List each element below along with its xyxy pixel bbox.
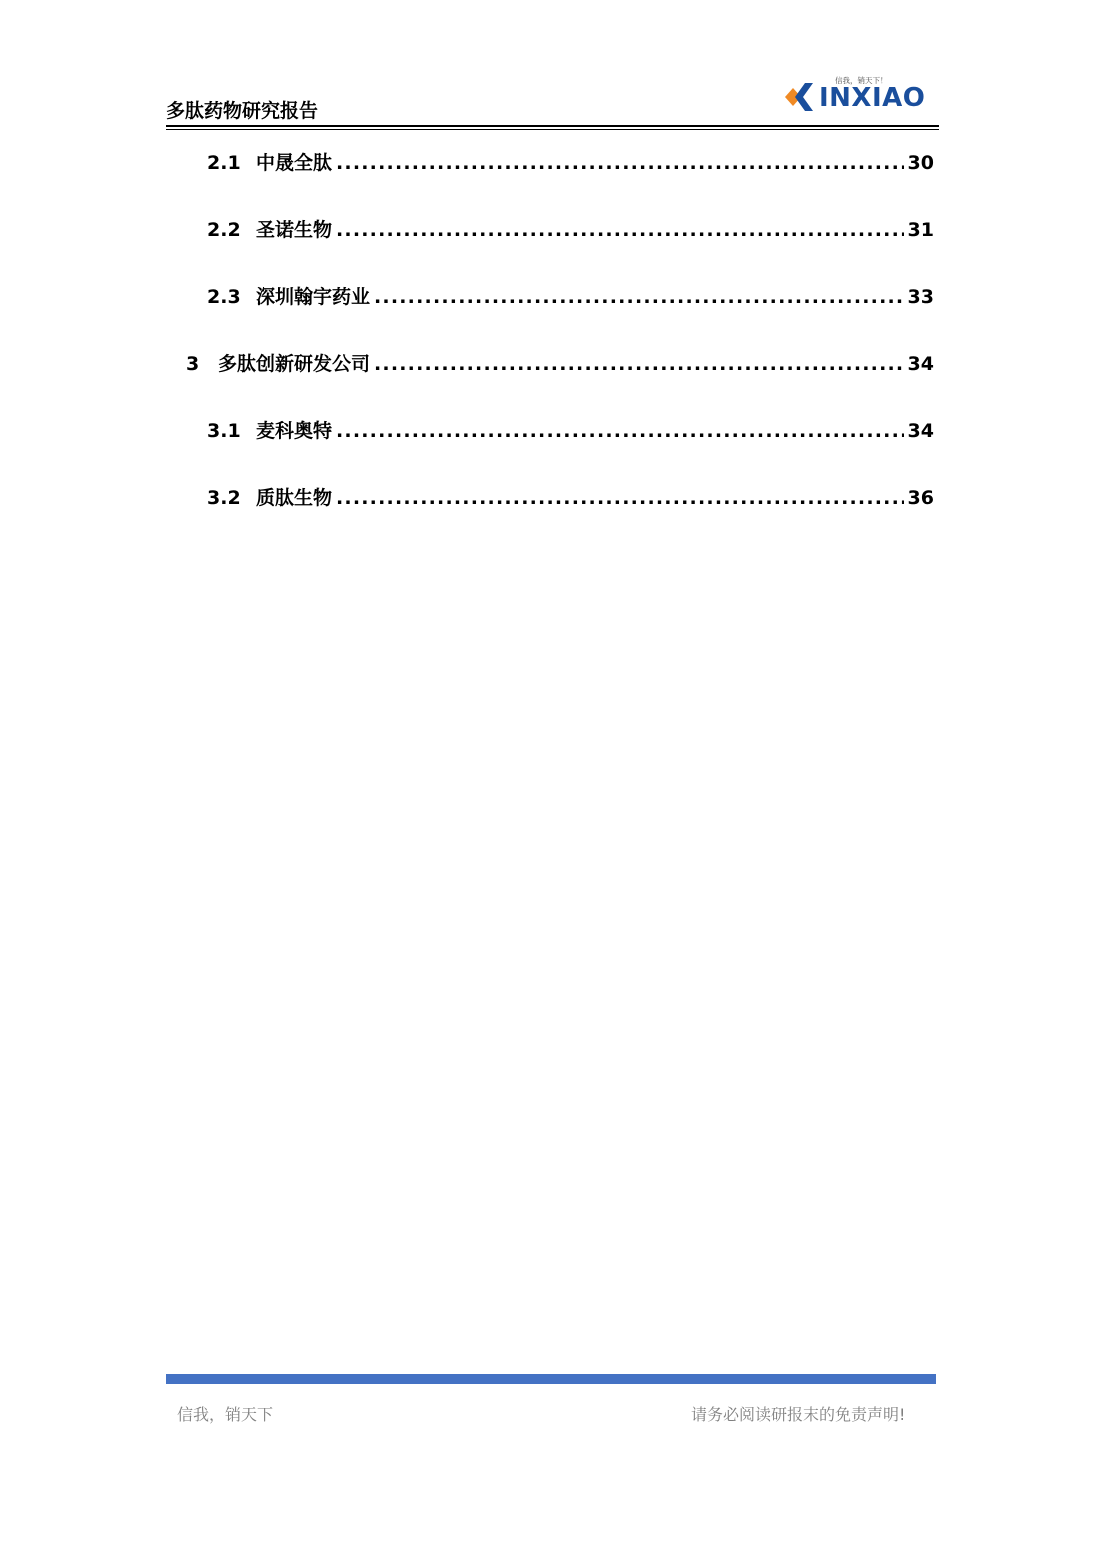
toc-dot-leader (336, 484, 904, 512)
toc-entry-page: 36 (907, 487, 934, 509)
header-rule (166, 125, 939, 127)
toc-entry-number: 2.2 (207, 219, 241, 241)
toc-entry-page: 34 (907, 420, 934, 442)
toc-entry-title: 圣诺生物 (256, 219, 333, 241)
toc-entry-title: 多肽创新研发公司 (218, 353, 371, 375)
toc-entry-title: 中晟全肽 (256, 152, 333, 174)
footer-slogan: 信我，销天下 (177, 1405, 274, 1424)
toc-entry[interactable] (207, 417, 934, 445)
toc-entry-page: 34 (907, 353, 934, 375)
toc-dot-leader (374, 350, 904, 378)
toc-dot-leader (374, 283, 904, 311)
toc-entry-number: 2.1 (207, 152, 241, 174)
logo-tagline: 信我，销天下！ (835, 76, 888, 85)
toc-entry[interactable] (186, 350, 934, 378)
toc-entry-page: 33 (907, 286, 934, 308)
toc-entry[interactable] (207, 216, 934, 244)
footer-disclaimer: 请务必阅读研报末的免责声明! (691, 1405, 906, 1424)
toc-entry-title: 深圳翰宇药业 (256, 286, 371, 308)
company-logo (783, 76, 933, 116)
toc-dot-leader (336, 417, 904, 445)
toc-entry[interactable] (207, 283, 934, 311)
header-rule-thin (166, 129, 939, 130)
toc-entry[interactable] (207, 484, 934, 512)
logo-wordmark: INXIAO (819, 83, 926, 113)
toc-entry-number: 3.2 (207, 487, 241, 509)
toc-entry-title: 质肽生物 (256, 487, 333, 509)
toc-dot-leader (336, 216, 904, 244)
toc-dot-leader (336, 149, 904, 177)
toc-entry-page: 31 (907, 219, 934, 241)
toc-entry-number: 3 (186, 353, 200, 375)
toc-entry-title: 麦科奥特 (256, 420, 333, 442)
page-header-title: 多肽药物研究报告 (166, 100, 319, 122)
toc-entry-page: 30 (907, 152, 934, 174)
toc-entry-number: 2.3 (207, 286, 241, 308)
toc-entry-number: 3.1 (207, 420, 241, 442)
footer-bar (166, 1374, 936, 1384)
toc-entry[interactable] (207, 149, 934, 177)
